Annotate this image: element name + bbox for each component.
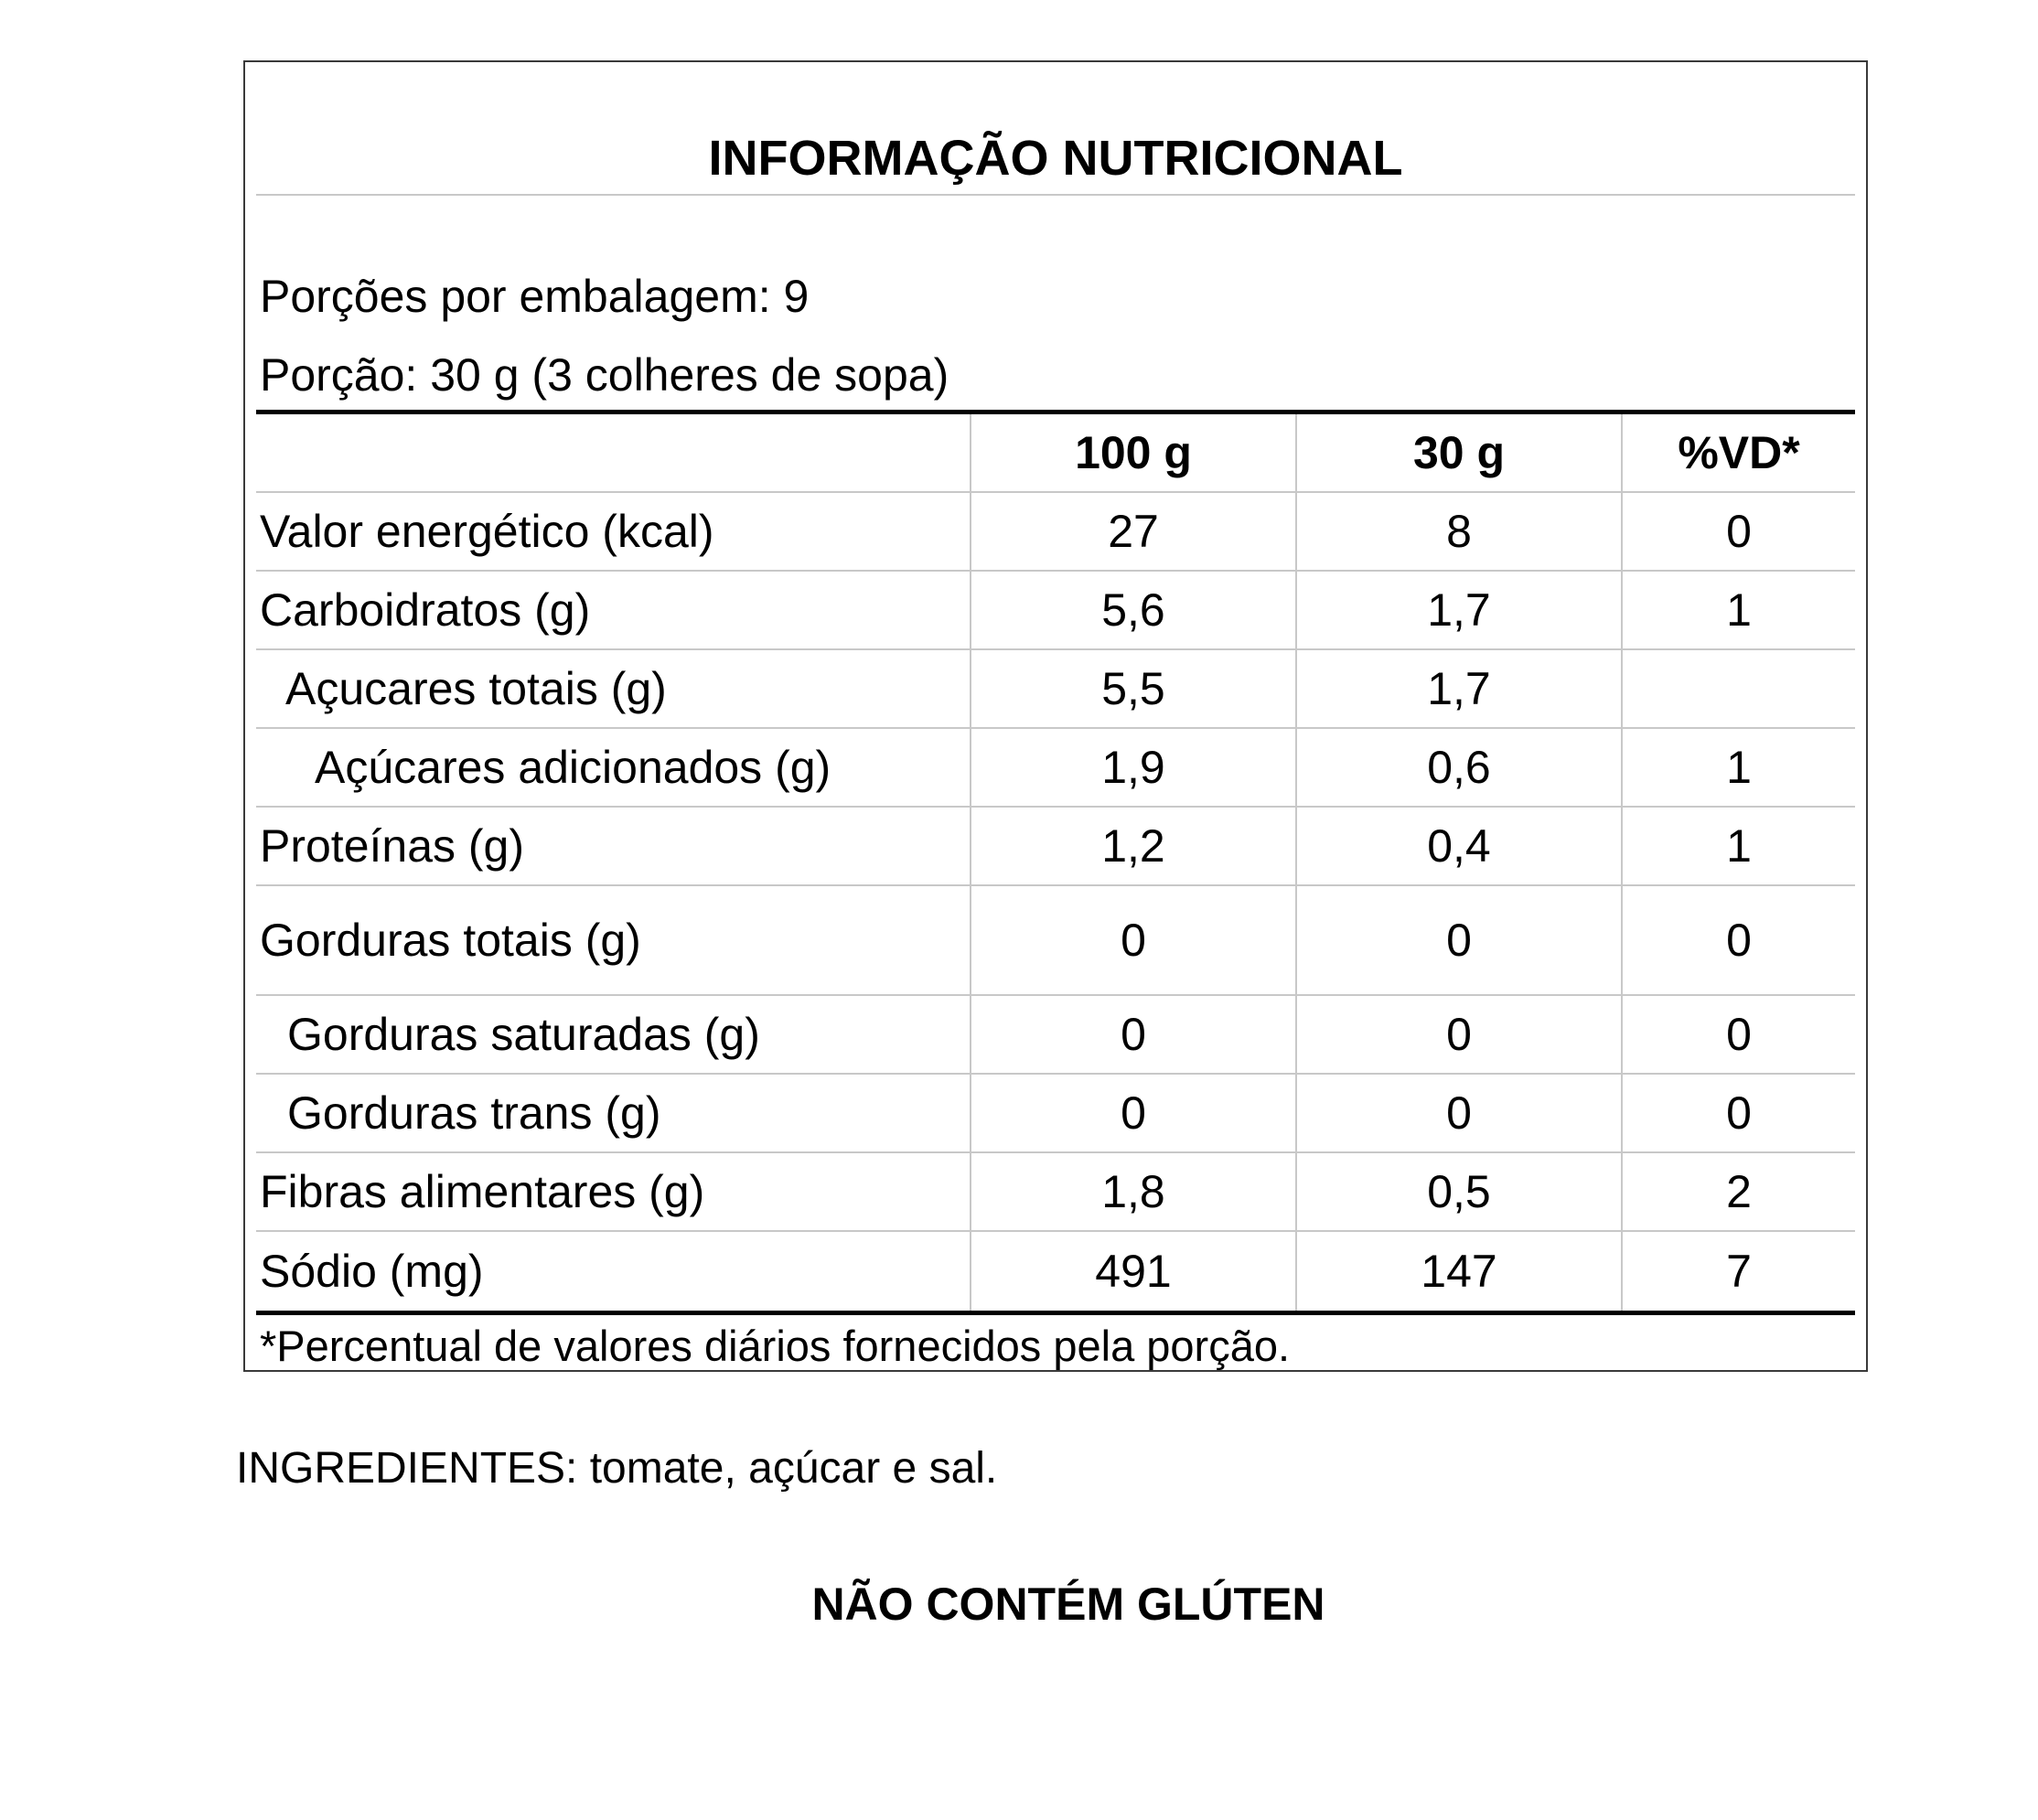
- table-row: [256, 1153, 1855, 1232]
- footer-divider: [256, 1311, 1855, 1315]
- nutrient-name: Açúcares adicionados (g): [315, 742, 831, 793]
- value-vd: 0: [1621, 1075, 1855, 1151]
- value-vd: 1: [1621, 808, 1855, 884]
- column-header-nutrient: [256, 414, 970, 491]
- table-row: [256, 808, 1855, 886]
- value-per-100g: 1,9: [970, 729, 1295, 806]
- title-divider: [256, 194, 1855, 196]
- value-per-100g: 27: [970, 493, 1295, 570]
- nutrient-name: Carboidratos (g): [260, 584, 591, 636]
- nutrient-name: Valor energético (kcal): [260, 506, 714, 557]
- value-per-30g: 1,7: [1295, 650, 1621, 727]
- table-row: [256, 1232, 1855, 1311]
- table-row: [256, 493, 1855, 572]
- value-per-100g: 5,6: [970, 572, 1295, 648]
- value-per-100g: 0: [970, 996, 1295, 1073]
- table-row: [256, 1075, 1855, 1153]
- column-header-100g: 100 g: [970, 414, 1295, 491]
- column-header-30g: 30 g: [1295, 414, 1621, 491]
- table-header-row: [256, 414, 1855, 493]
- serving-size: Porção: 30 g (3 colheres de sopa): [260, 349, 949, 401]
- ingredients-text: INGREDIENTES: tomate, açúcar e sal.: [236, 1444, 998, 1493]
- table-row: [256, 886, 1855, 996]
- value-per-100g: 5,5: [970, 650, 1295, 727]
- value-per-100g: 1,8: [970, 1153, 1295, 1230]
- table-row: [256, 572, 1855, 650]
- nutrient-name: Fibras alimentares (g): [260, 1166, 705, 1217]
- value-vd: [1621, 650, 1855, 727]
- value-per-100g: 491: [970, 1232, 1295, 1311]
- value-per-100g: 0: [970, 886, 1295, 994]
- value-per-30g: 0,6: [1295, 729, 1621, 806]
- value-per-100g: 1,2: [970, 808, 1295, 884]
- table-row: [256, 650, 1855, 729]
- value-vd: 1: [1621, 729, 1855, 806]
- vd-footnote: *Percentual de valores diários fornecidos pela porção.: [260, 1322, 1291, 1370]
- nutrient-name: Gorduras totais (g): [260, 915, 641, 966]
- value-per-30g: 147: [1295, 1232, 1621, 1311]
- value-vd: 0: [1621, 886, 1855, 994]
- nutrient-name: Gorduras trans (g): [287, 1087, 661, 1139]
- value-per-30g: 8: [1295, 493, 1621, 570]
- column-header-vd: %VD*: [1621, 414, 1855, 491]
- value-per-30g: 0,5: [1295, 1153, 1621, 1230]
- table-row: [256, 729, 1855, 808]
- nutrition-facts-panel: [243, 60, 1868, 1372]
- value-vd: 7: [1621, 1232, 1855, 1311]
- value-per-30g: 0,4: [1295, 808, 1621, 884]
- nutrient-name: Açucares totais (g): [285, 663, 667, 714]
- servings-per-package: Porções por embalagem: 9: [260, 271, 810, 322]
- nutrition-title: INFORMAÇÃO NUTRICIONAL: [708, 131, 1403, 186]
- value-vd: 0: [1621, 996, 1855, 1073]
- value-vd: 1: [1621, 572, 1855, 648]
- table-row: [256, 996, 1855, 1075]
- value-per-30g: 0: [1295, 996, 1621, 1073]
- nutrient-name: Sódio (mg): [260, 1246, 484, 1297]
- gluten-notice: NÃO CONTÉM GLÚTEN: [811, 1579, 1325, 1630]
- value-vd: 2: [1621, 1153, 1855, 1230]
- nutrient-name: Proteínas (g): [260, 820, 525, 872]
- nutrient-name: Gorduras saturadas (g): [287, 1009, 760, 1060]
- value-per-30g: 1,7: [1295, 572, 1621, 648]
- value-per-30g: 0: [1295, 1075, 1621, 1151]
- value-vd: 0: [1621, 493, 1855, 570]
- value-per-30g: 0: [1295, 886, 1621, 994]
- value-per-100g: 0: [970, 1075, 1295, 1151]
